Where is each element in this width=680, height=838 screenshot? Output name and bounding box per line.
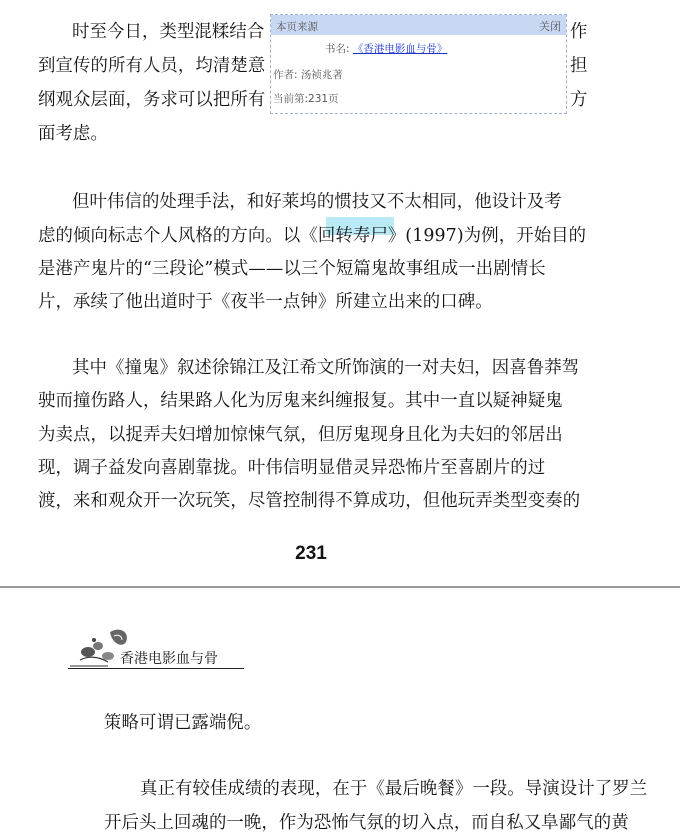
text-line: 片，承续了他出道时于《夜半一点钟》所建立出来的口碑。 bbox=[38, 292, 493, 312]
text-line: 时至今日，类型混糅结合 bbox=[72, 22, 265, 42]
text-line-tail: 担 bbox=[570, 56, 588, 76]
text-line: 但叶伟信的处理手法，和好莱坞的惯技又不太相同，他设计及考 bbox=[72, 192, 562, 212]
text-line: 面考虑。 bbox=[38, 124, 108, 144]
text-line: 真正有较佳成绩的表现，在于《最后晚餐》一段。导演设计了罗兰 bbox=[140, 779, 648, 799]
text-line-tail: 作 bbox=[570, 22, 588, 42]
text-line: 渡，来和观众开一次玩笑，尽管控制得不算成功，但他玩弄类型变奏的 bbox=[38, 491, 581, 511]
text-line: 其中《撞鬼》叙述徐锦江及江希文所饰演的一对夫妇，因喜鲁莽驾 bbox=[72, 358, 580, 378]
page-number: 231 bbox=[295, 543, 327, 564]
running-header-rule bbox=[68, 668, 244, 669]
text-line: 开后头上回魂的一晚，作为恐怖气氛的切入点，而自私又阜鄙气的黄 bbox=[104, 813, 629, 833]
popup-current-page: 当前第:231页 bbox=[273, 93, 339, 105]
text-line: 是港产鬼片的“三段论”模式——以三个短篇鬼故事组成一出剧情长 bbox=[38, 259, 546, 279]
popup-title: 本页来源 bbox=[276, 21, 318, 33]
document-page-232 bbox=[0, 588, 680, 833]
text-line: 纲观众层面，务求可以把所有 bbox=[38, 90, 266, 110]
running-header bbox=[68, 622, 244, 670]
popup-header bbox=[271, 15, 566, 35]
text-line-tail: 方 bbox=[570, 90, 588, 110]
book-title-link[interactable]: 《香港电影血与骨》 bbox=[352, 43, 448, 55]
popup-author: 作者: 汤祯兆著 bbox=[273, 69, 343, 81]
text-line: 现，调子益发向喜剧靠拢。叶伟信明显借灵异恐怖片至喜剧片的过 bbox=[38, 458, 546, 478]
popup-book-row bbox=[325, 41, 447, 56]
text-line: 虑的倾向标志个人风格的方向。以《回转寿尸》(1997)为例，开始目的 bbox=[38, 226, 587, 246]
text-line: 为卖点，以捉弄夫妇增加惊悚气氛，但厉鬼现身且化为夫妇的邻居出 bbox=[38, 425, 563, 445]
popup-close-button[interactable]: 关闭 bbox=[539, 20, 561, 33]
source-info-popup bbox=[270, 14, 567, 114]
text-line: 策略可谓已露端倪。 bbox=[104, 713, 262, 733]
text-line: 到宣传的所有人员，均清楚意 bbox=[38, 56, 266, 76]
text-line: 驶而撞伤路人，结果路人化为厉鬼来纠缠报复。其中一直以疑神疑鬼 bbox=[38, 391, 563, 411]
running-header-title: 香港电影血与骨 bbox=[120, 651, 218, 667]
book-label: 书名: bbox=[325, 43, 350, 55]
